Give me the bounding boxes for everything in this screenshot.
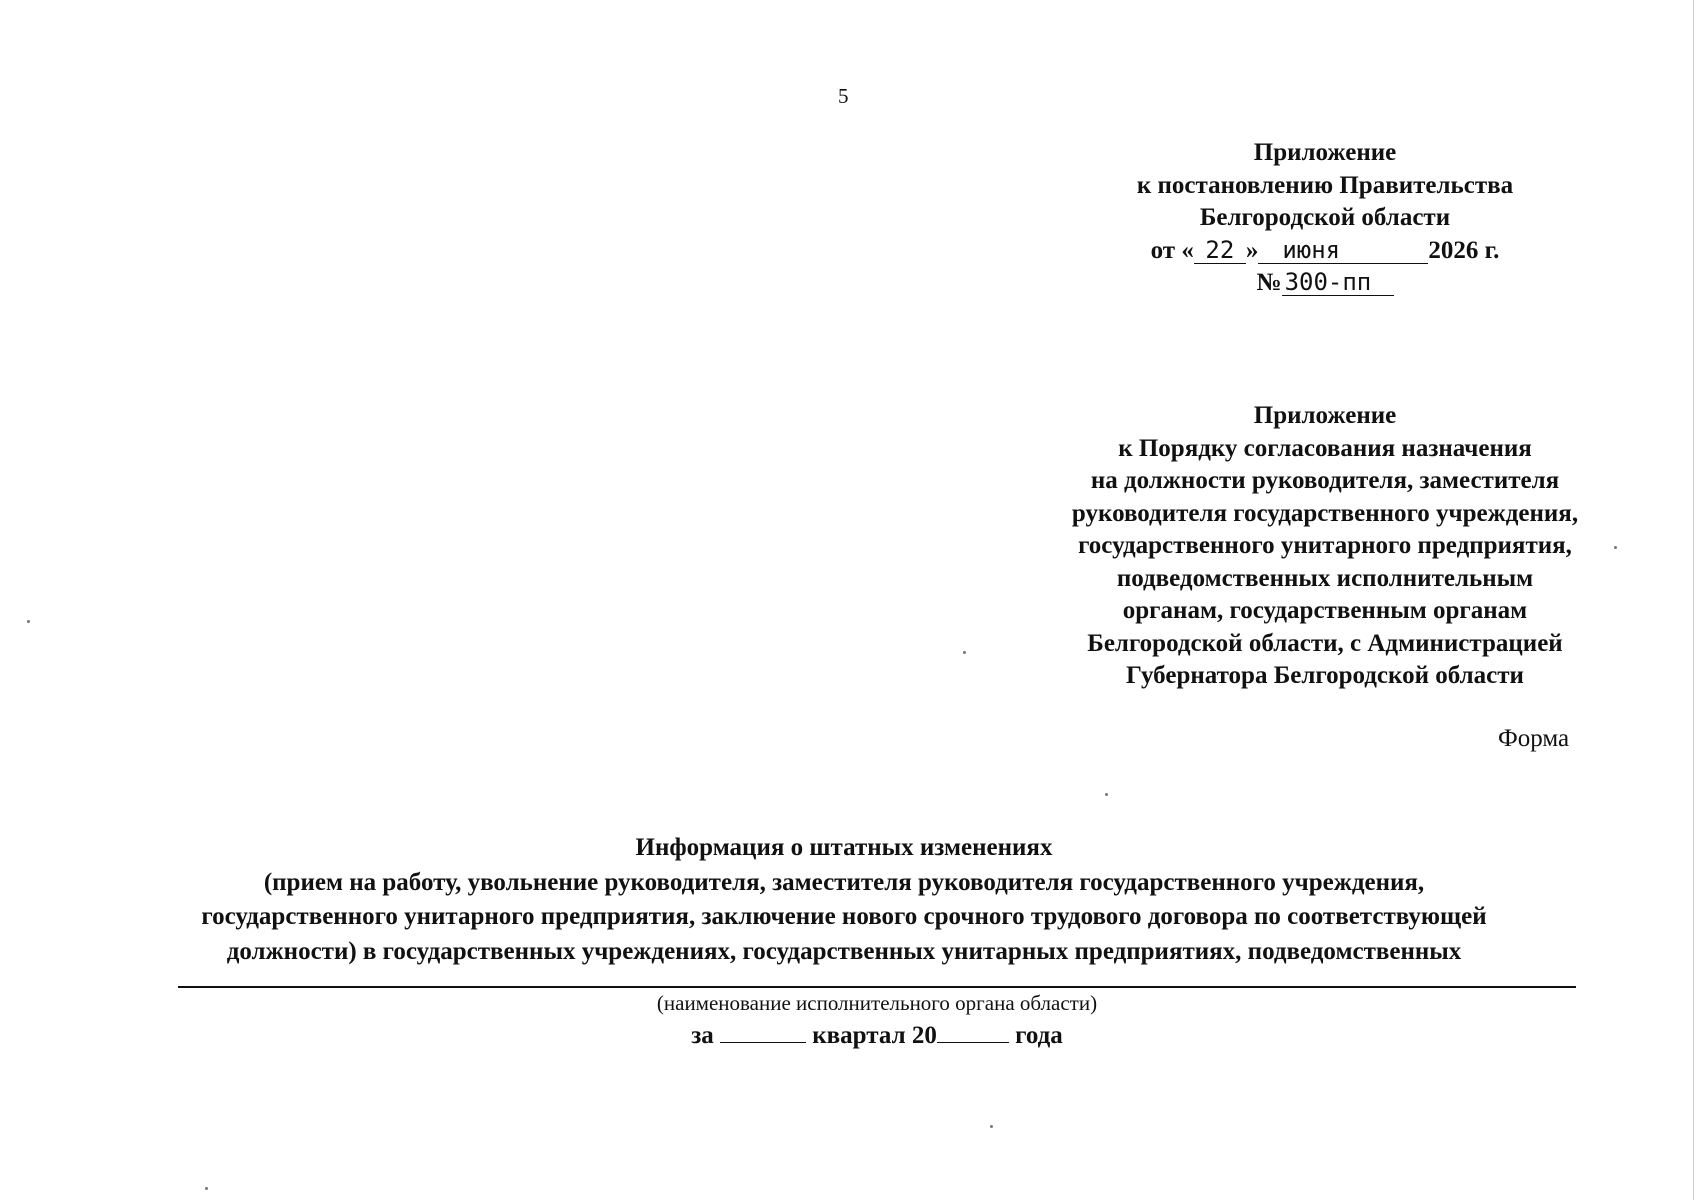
procedure-header [1005,400,1645,693]
document-title [60,831,1628,969]
date-prefix: от « [1150,236,1194,264]
title-line: должности) в государственных учреждениях, государственных унитарных предприятиях, подведомственных [226,937,1462,965]
approval-header [1060,137,1590,300]
procedure-line: органам, государственным органам [1122,597,1528,624]
date-mid: » [1245,236,1259,264]
quarter-suffix: года [1015,1022,1063,1049]
date-month: июня [1258,237,1428,264]
scan-speck [990,1125,993,1128]
quarter-prefix: за [691,1022,714,1049]
quarter-line [178,1020,1576,1050]
approval-title: Приложение [1253,139,1397,166]
title-line: Информация о штатных изменениях [635,834,1053,861]
approval-to: к постановлению Правительства [1136,171,1514,199]
procedure-line: к Порядку согласования назначения [1118,434,1532,462]
document-number: 300-пп [1282,269,1394,296]
procedure-line: подведомственных исполнительным [1116,564,1534,592]
date-day: 22 [1194,237,1246,264]
scan-speck [27,620,30,623]
approval-date-line [1060,235,1590,268]
title-line: (прием на работу, увольнение руководителя, заместителя руководителя государственного учреждения, [263,868,1425,896]
procedure-line: Белгородской области, с Администрацией [1087,629,1563,657]
scan-speck [1614,546,1617,549]
procedure-line: государственного унитарного предприятия, [1078,532,1572,559]
year-blank [937,1020,1009,1043]
procedure-line: Губернатора Белгородской области [1126,662,1524,689]
date-year: 2026 г. [1428,236,1500,264]
org-name-field-line [178,986,1576,988]
org-name-caption: (наименование исполнительного органа области) [656,991,1098,1015]
scan-speck [205,1187,208,1190]
quarter-middle: квартал 20 [812,1022,937,1049]
scan-speck [963,651,966,654]
approval-region: Белгородской области [1199,204,1451,231]
quarter-blank [720,1020,806,1043]
form-label: Форма [1498,725,1570,752]
procedure-line: на должности руководителя, заместителя [1090,467,1560,494]
approval-number-line [1060,267,1590,300]
page-number: 5 [838,84,849,108]
number-prefix: № [1256,269,1282,296]
procedure-line: руководителя государственного учреждения, [1071,499,1579,527]
title-line: государственного унитарного предприятия, заключение нового срочного трудового договора по соответствующей [201,903,1487,930]
scan-speck [1105,793,1108,796]
scan-edge-line [1693,0,1694,1200]
procedure-line: Приложение [1253,402,1397,429]
